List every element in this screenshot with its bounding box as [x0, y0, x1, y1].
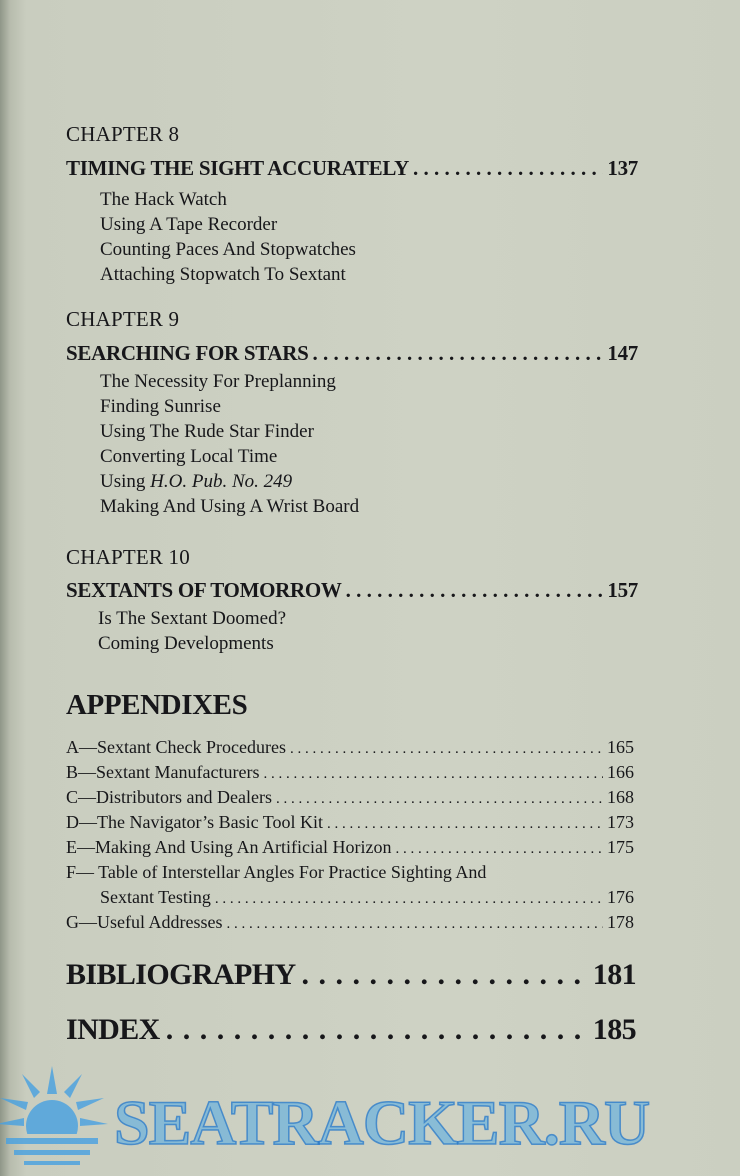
index-row	[66, 1013, 636, 1047]
index-page: 185	[592, 1013, 636, 1046]
section-prefix: Using	[100, 471, 151, 492]
section-item: Making And Using A Wrist Board	[100, 496, 360, 517]
appendix-page: 166	[607, 762, 634, 782]
section-item: Converting Local Time	[100, 446, 278, 467]
appendixes-list	[66, 735, 634, 935]
index-title: INDEX	[66, 1013, 160, 1046]
appendix-label: F— Table of Interstellar Angles For Practice Sighting And	[66, 862, 487, 882]
bibliography-page: 181	[592, 958, 636, 991]
chapter-9-sections	[100, 369, 359, 519]
appendix-row-g	[66, 910, 634, 935]
dot-leader	[263, 762, 603, 785]
section-item: Counting Paces And Stopwatches	[100, 239, 356, 260]
section-item: The Necessity For Preplanning	[100, 371, 336, 392]
chapter-9-title: SEARCHING FOR STARS	[66, 341, 309, 365]
appendix-label: Sextant Testing	[100, 887, 211, 907]
appendix-row-d	[66, 810, 634, 835]
dot-leader	[327, 812, 603, 835]
appendix-label: E—Making And Using An Artificial Horizon	[66, 837, 392, 857]
appendix-page: 175	[607, 837, 634, 857]
chapter-10-page: 157	[607, 578, 638, 602]
bibliography-title: BIBLIOGRAPHY	[66, 958, 296, 991]
section-item: Coming Developments	[98, 633, 274, 654]
appendix-row-c	[66, 785, 634, 810]
section-item: Finding Sunrise	[100, 396, 221, 417]
section-item: Is The Sextant Doomed?	[98, 608, 287, 629]
dot-leader	[226, 912, 603, 935]
appendix-label: D—The Navigator’s Basic Tool Kit	[66, 812, 324, 832]
section-item: Attaching Stopwatch To Sextant	[100, 264, 346, 285]
bibliography-row	[66, 958, 636, 992]
appendix-label: B—Sextant Manufacturers	[66, 762, 260, 782]
chapter-10-title-row	[66, 578, 638, 603]
dot-leader	[395, 837, 603, 860]
chapter-10-title: SEXTANTS OF TOMORROW	[66, 578, 342, 602]
dot-leader	[276, 787, 603, 810]
chapter-8-label: CHAPTER 8	[66, 122, 180, 146]
dot-leader	[166, 1013, 587, 1047]
dot-leader	[413, 156, 603, 181]
appendix-label: A—Sextant Check Procedures	[66, 737, 286, 757]
chapter-8-title: TIMING THE SIGHT ACCURATELY	[66, 156, 409, 180]
appendixes-heading: APPENDIXES	[66, 689, 248, 721]
appendix-page: 165	[607, 737, 634, 757]
publication-title: H.O. Pub. No. 249	[150, 471, 293, 492]
section-item: Using A Tape Recorder	[100, 214, 278, 235]
appendix-page: 178	[607, 912, 634, 932]
chapter-8-title-row	[66, 156, 638, 181]
appendix-row-f	[66, 860, 634, 885]
dot-leader	[302, 958, 587, 992]
appendix-page: 176	[607, 887, 634, 907]
dot-leader	[215, 887, 603, 910]
watermark-text: SEATRACKER.RU	[114, 1087, 650, 1158]
dot-leader	[312, 341, 603, 366]
section-item: The Hack Watch	[100, 189, 227, 210]
section-item: Using The Rude Star Finder	[100, 421, 314, 442]
chapter-8-sections	[100, 187, 356, 287]
appendix-page: 173	[607, 812, 634, 832]
chapter-10-label: CHAPTER 10	[66, 545, 190, 569]
appendix-label: G—Useful Addresses	[66, 912, 223, 932]
dot-leader	[346, 578, 604, 603]
appendix-row-b	[66, 760, 634, 785]
appendix-row-f-cont	[66, 885, 634, 910]
chapter-10-sections	[98, 606, 286, 656]
chapter-9-page: 147	[607, 341, 638, 365]
appendix-row-e	[66, 835, 634, 860]
chapter-8-page: 137	[607, 156, 638, 180]
section-item-ho-pub	[100, 469, 359, 494]
chapter-9-label: CHAPTER 9	[66, 307, 180, 331]
watermark	[0, 1064, 740, 1176]
appendix-row-a	[66, 735, 634, 760]
appendix-label: C—Distributors and Dealers	[66, 787, 272, 807]
sun-icon	[0, 1064, 110, 1176]
appendix-page: 168	[607, 787, 634, 807]
chapter-9-title-row	[66, 341, 638, 366]
dot-leader	[290, 737, 603, 760]
